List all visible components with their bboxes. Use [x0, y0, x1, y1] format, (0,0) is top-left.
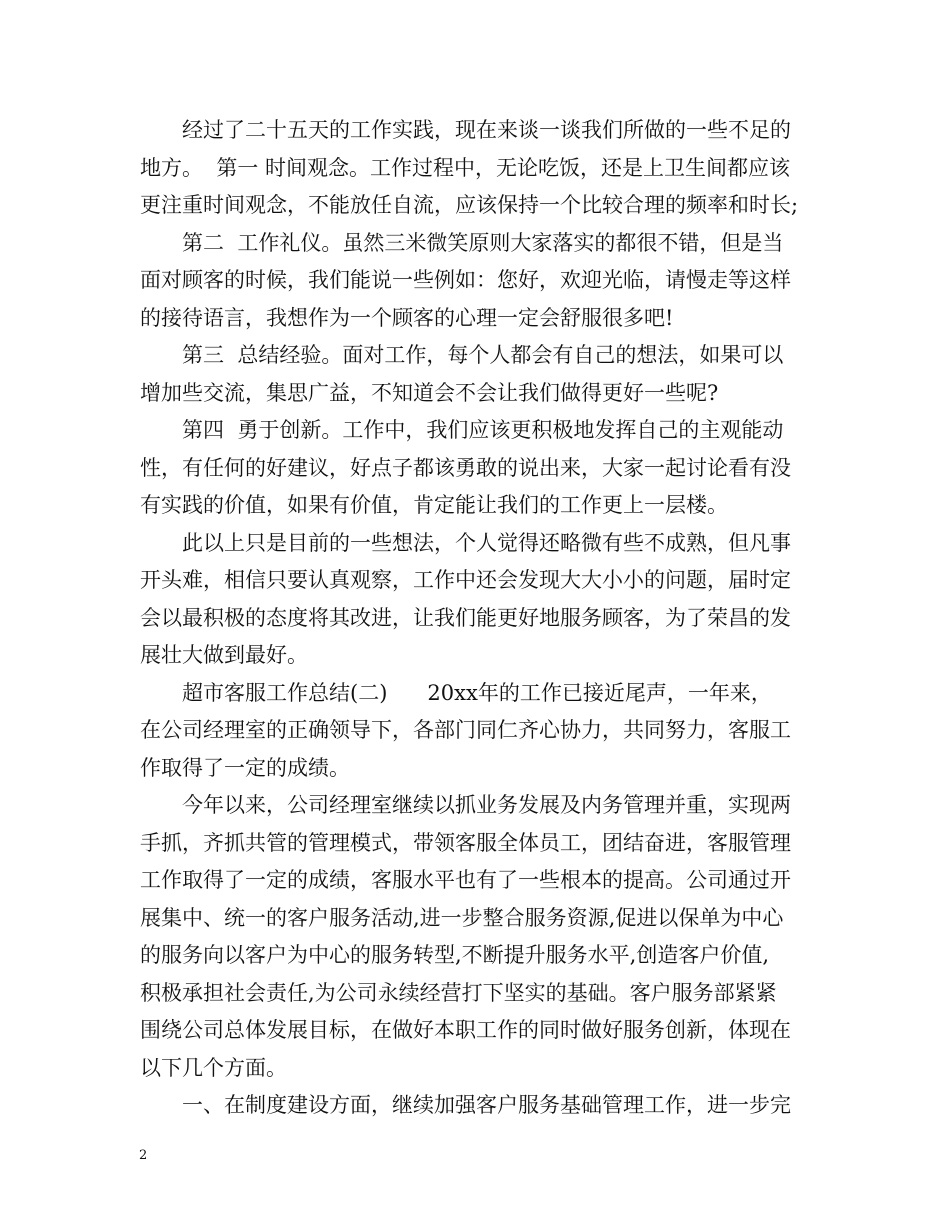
- text-line: 增加些交流，集思广益，不知道会不会让我们做得更好一些呢?: [140, 380, 719, 405]
- text-line: 作取得了一定的成绩。: [140, 755, 350, 780]
- text-line: 在公司经理室的正确领导下，各部门同仁齐心协力，共同努力，客服工: [140, 718, 791, 742]
- text-line: 的接待语言，我想作为一个顾客的心理一定会舒服很多吧!: [140, 305, 674, 330]
- text-line: 面对顾客的时候，我们能说一些例如：您好，欢迎光临，请慢走等这样: [140, 268, 791, 292]
- text-line: 地方。 第一 时间观念。工作过程中，无论吃饭，还是上卫生间都应该: [140, 155, 791, 180]
- text-line: 展集中、统一的客户服务活动,进一步整合服务资源,促进以保单为中心: [140, 905, 784, 930]
- text-line: 第四 勇于创新。工作中，我们应该更积极地发挥自己的主观能动: [182, 418, 784, 442]
- text-line: 超市客服工作总结(二) 20xx年的工作已接近尾声，一年来，: [182, 680, 772, 705]
- text-line: 围绕公司总体发展目标，在做好本职工作的同时做好服务创新，体现在: [140, 1018, 791, 1042]
- text-line: 更注重时间观念，不能放任自流，应该保持一个比较合理的频率和时长;: [140, 193, 799, 217]
- text-line: 以下几个方面。: [140, 1055, 287, 1080]
- text-line: 积极承担社会责任,为公司永续经营打下坚实的基础。客户服务部紧紧: [140, 980, 777, 1005]
- text-line: 展壮大做到最好。: [140, 643, 308, 667]
- text-line: 会以最积极的态度将其改进，让我们能更好地服务顾客，为了荣昌的发: [140, 605, 791, 630]
- document-body: [140, 112, 814, 1125]
- text-line: 第二 工作礼仪。虽然三米微笑原则大家落实的都很不错，但是当: [182, 230, 784, 255]
- text-line: 工作取得了一定的成绩，客服水平也有了一些根本的提高。公司通过开: [140, 868, 791, 892]
- text-line: 今年以来，公司经理室继续以抓业务发展及内务管理并重，实现两: [182, 793, 791, 817]
- text-line: 经过了二十五天的工作实践，现在来谈一谈我们所做的一些不足的: [182, 118, 791, 142]
- text-line: 性，有任何的好建议，好点子都该勇敢的说出来，大家一起讨论看有没: [140, 455, 791, 480]
- page-number: 2: [139, 1148, 148, 1163]
- text-line: 的服务向以客户为中心的服务转型,不断提升服务水平,创造客户价值,: [140, 943, 770, 967]
- text-line: 此以上只是目前的一些想法，个人觉得还略微有些不成熟，但凡事: [182, 530, 791, 555]
- text-line: 手抓，齐抓共管的管理模式，带领客服全体员工，团结奋进，客服管理: [140, 830, 791, 855]
- text-line: 有实践的价值，如果有价值，肯定能让我们的工作更上一层楼。: [140, 493, 728, 517]
- text-line: 第三 总结经验。面对工作，每个人都会有自己的想法，如果可以: [182, 343, 784, 367]
- text-line: 开头难，相信只要认真观察，工作中还会发现大大小小的问题，届时定: [140, 568, 791, 592]
- text-line: 一、在制度建设方面，继续加强客户服务基础管理工作，进一步完: [182, 1093, 791, 1117]
